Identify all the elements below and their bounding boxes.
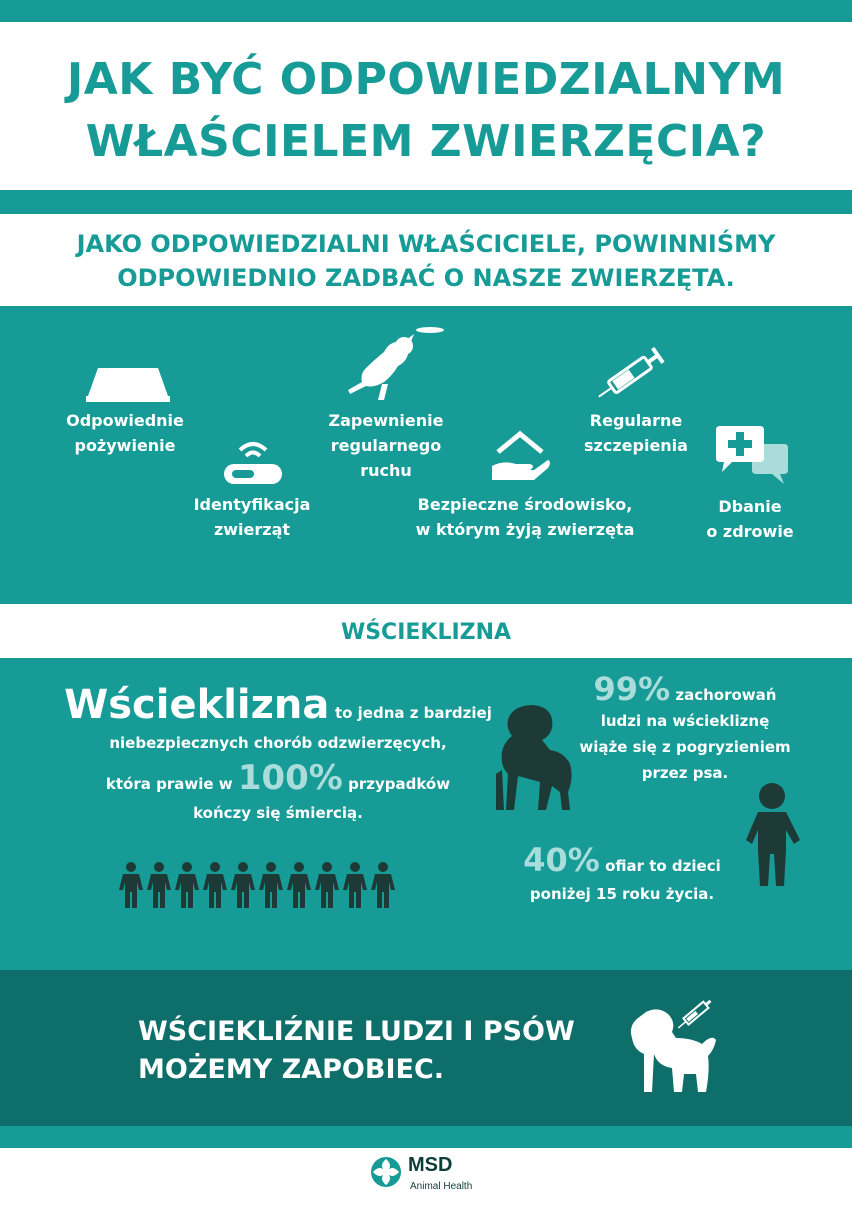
- intro-line-2: ODPOWIEDNIO ZADBAĆ O NASZE ZWIERZĘTA.: [117, 264, 735, 292]
- rabies-big-word: Wścieklizna: [64, 682, 330, 728]
- stat-99-block: 99% zachorowań ludzi na wściekliznę wiąże się z pogryzieniem przez psa.: [579, 670, 791, 782]
- title-divider-band: [0, 190, 852, 214]
- care-label-exercise: Zapewnienie regularnego ruchu: [328, 411, 444, 480]
- intro-line-1: JAKO ODPOWIEDZIALNI WŁAŚCICIELE, POWINNIŚMY: [76, 230, 776, 258]
- syringe-icon: [590, 346, 676, 402]
- rabies-heading: WŚCIEKLIZNA: [340, 620, 512, 645]
- care-label-identification: Identyfikacja zwierząt: [193, 495, 311, 539]
- stat-99-percent: 99%: [593, 670, 671, 708]
- bottom-stripe: [0, 1126, 852, 1148]
- prevention-banner: [0, 970, 852, 1126]
- people-row: [118, 862, 400, 910]
- child-silhouette-icon: [744, 782, 804, 886]
- food-bowl-icon: [86, 368, 170, 404]
- title-line-2: WŁAŚCIELEM ZWIERZĘCIA?: [85, 116, 767, 167]
- prevention-line-2: MOŻEMY ZAPOBIEC.: [138, 1054, 445, 1085]
- stat-40-block: 40% ofiar to dzieci poniżej 15 roku życia.: [523, 841, 721, 903]
- home-hand-icon: [490, 430, 552, 482]
- care-label-environment: Bezpieczne środowisko, w którym żyją zwierzęta: [415, 495, 635, 539]
- microchip-icon: [222, 434, 284, 486]
- prevention-line-1: WŚCIEKLIŹNIE LUDZI I PSÓW: [138, 1016, 575, 1047]
- person-icon: [230, 862, 256, 908]
- stat-40-percent: 40%: [523, 841, 600, 879]
- person-icon: [314, 862, 340, 908]
- stat-100-percent: 100%: [237, 758, 343, 798]
- msd-logo: [370, 1154, 500, 1198]
- dog-frisbee-icon: [344, 324, 452, 404]
- person-icon: [258, 862, 284, 908]
- person-icon: [202, 862, 228, 908]
- msd-logo-name: MSD: [408, 1154, 453, 1176]
- care-label-health: Dbanie o zdrowie: [706, 497, 794, 541]
- care-label-food: Odpowiednie pożywienie: [66, 411, 184, 455]
- title-line-1: JAK BYĆ ODPOWIEDZIALNYM: [66, 54, 786, 105]
- rabies-section: [0, 658, 852, 970]
- person-icon: [118, 862, 144, 908]
- rabies-description: Wścieklizna to jedna z bardziej niebezpiecznych chorób odzwierzęcych, która prawie w 100% przypadków kończy się śmiercią.: [64, 682, 492, 822]
- person-icon: [370, 862, 396, 908]
- puppy-vaccine-icon: [624, 994, 720, 1094]
- person-icon: [174, 862, 200, 908]
- care-label-vaccination: Regularne szczepienia: [584, 411, 688, 455]
- person-icon: [146, 862, 172, 908]
- health-chat-icon: [716, 422, 790, 486]
- msd-logo-tagline: Animal Health: [410, 1181, 473, 1192]
- msd-logo-mark: [370, 1156, 402, 1188]
- top-stripe: [0, 0, 852, 22]
- care-section: [0, 306, 852, 604]
- person-icon: [342, 862, 368, 908]
- person-icon: [286, 862, 312, 908]
